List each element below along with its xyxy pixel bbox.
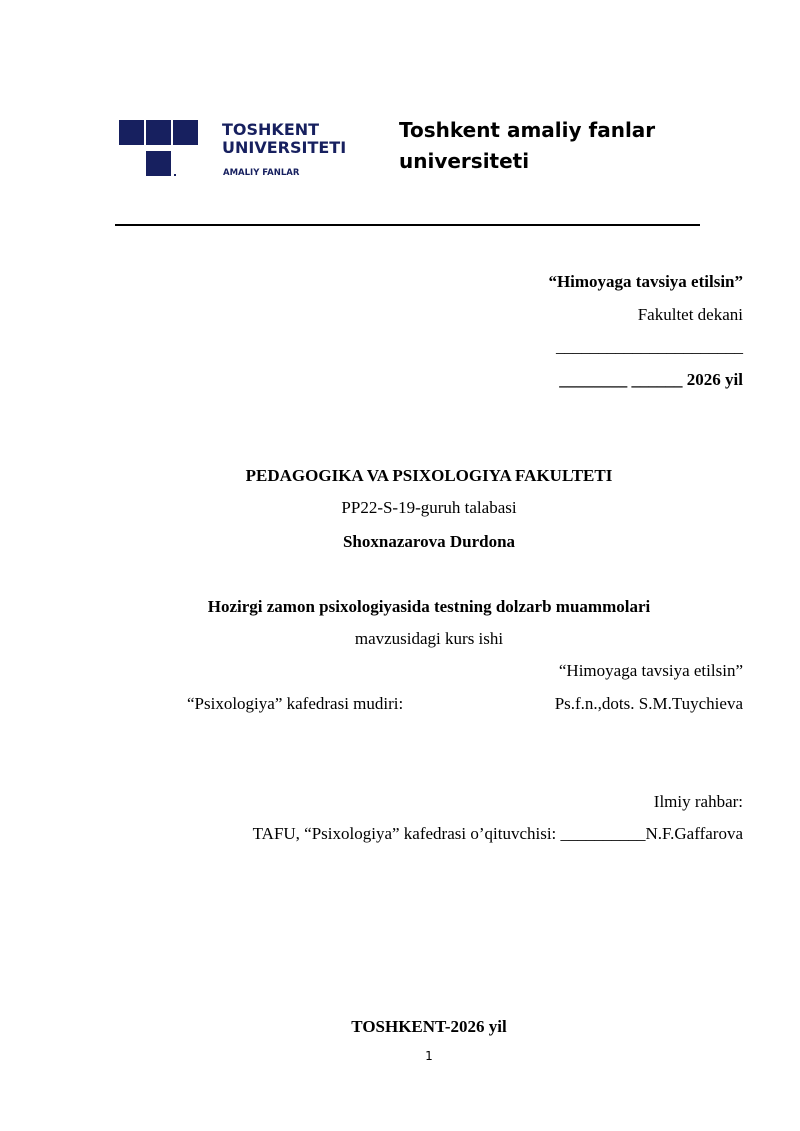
page-number: 1: [425, 1049, 433, 1063]
faculty-name: PEDAGOGIKA VA PSIXOLOGIYA FAKULTETI: [245, 466, 613, 485]
approval-mid-heading: “Himoyaga tavsiya etilsin”: [558, 661, 743, 680]
thesis-topic: Hozirgi zamon psixologiyasida testning dolzarb muammolari: [207, 597, 651, 616]
city-year: TOSHKENT-2026 yil: [351, 1017, 507, 1036]
student-name: Shoxnazarova Durdona: [342, 532, 516, 551]
university-title-line2: universiteti: [399, 149, 530, 173]
department-head-role: “Psixologiya” kafedrasi mudiri:: [187, 694, 404, 713]
student-group: PP22-S-19-guruh talabasi: [341, 498, 517, 517]
approval-heading: “Himoyaga tavsiya etilsin”: [548, 272, 743, 291]
logo-text-2: UNIVERSITETI: [222, 138, 347, 157]
approval-signature-line: ______________________: [556, 337, 743, 356]
logo-dot: [174, 174, 176, 176]
department-head-name: Ps.f.n.,dots. S.M.Tuychieva: [554, 694, 743, 713]
logo-square-1: [119, 120, 144, 145]
approval-date-line: ________ ______ 2026 yil: [559, 370, 743, 389]
work-type: mavzusidagi kurs ishi: [354, 629, 504, 648]
header-divider: [115, 224, 700, 226]
university-title-line1: Toshkent amaliy fanlar: [399, 118, 656, 142]
university-title: [399, 115, 699, 177]
logo-text-3: AMALIY FANLAR: [223, 168, 300, 178]
logo-square-3: [173, 120, 198, 145]
supervisor-label: Ilmiy rahbar:: [653, 792, 743, 811]
university-logo: [119, 120, 354, 180]
approval-role: Fakultet dekani: [637, 305, 743, 324]
supervisor-line: TAFU, “Psixologiya” kafedrasi o’qituvchisi: __________N.F.Gaffarova: [252, 824, 743, 843]
logo-square-4: [146, 151, 171, 176]
logo-square-2: [146, 120, 171, 145]
logo-text-1: TOSHKENT: [222, 120, 320, 139]
